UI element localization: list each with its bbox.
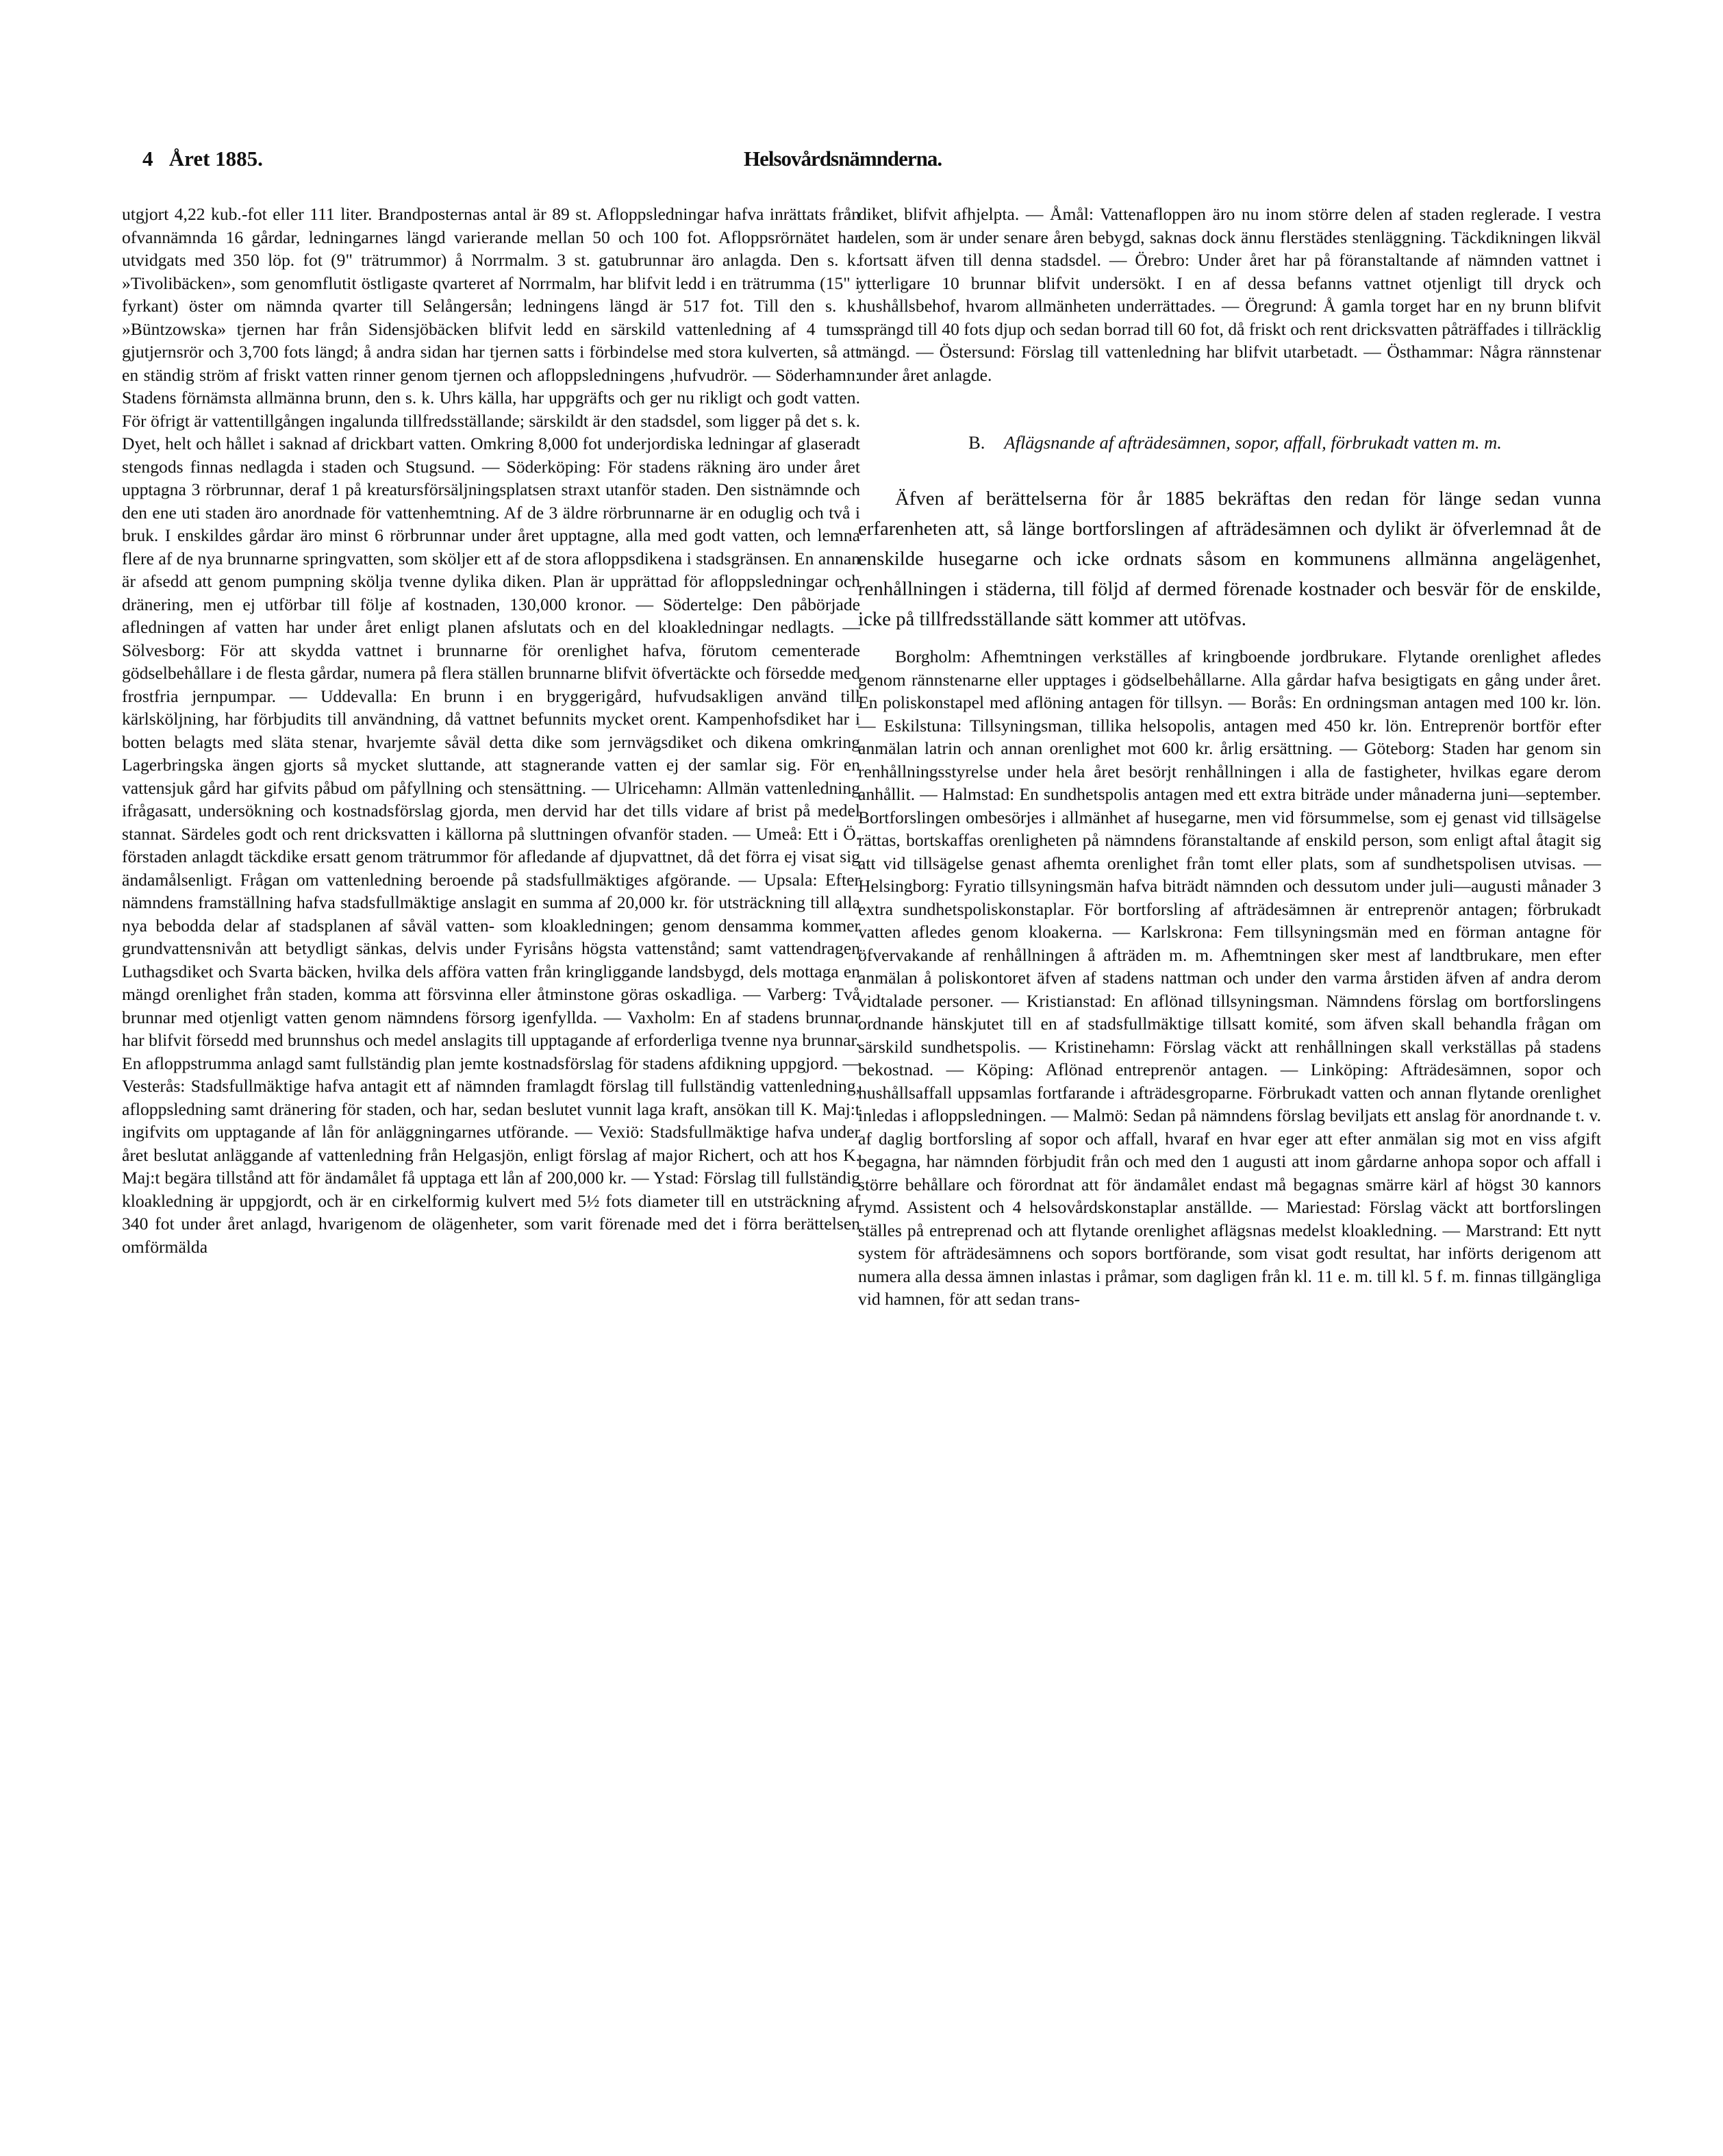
section-body-paragraph: Borgholm: Afhemtningen verkställes af kringboende jordbrukare. Flytande orenlighet afledes genom rännstenarne eller upptages i gödselbehållarne. Alla gårdar hafva besigtigats en gång under året. En poliskonstapel med aflöning antagen för tillsyn. — Borås: En ordningsman antagen med 100 kr. lön. — Eskilstuna: Tillsyningsman, tillika helsopolis, antagen med 450 kr. lön. Entreprenör bortför efter anmälan latrin och annan orenlighet mot 600 kr. årlig ersättning. — Göteborg: Staden har genom sin renhållningsstyrelse under hela året besörjt renhållningen i alla de fastigheter, hvilkas egare derom anhållit. — Halmstad: En sundhetspolis antagen med ett extra biträde under månaderna juni—september. Bortforslingen ombesörjes i allmänhet af husegarne, men vid försummelse, som ej genast vid tillsägelse rättas, bortskaffas orenligheten på nämndens föranstaltande af enskild person, som enligt aftal åtagit sig att vid tillsägelse genast afhemta orenlighet från tomt eller plats, som af sundhetspolisen utvisas. — Helsingborg: Fyratio tillsyningsmän hafva biträdt nämnden och dessutom under juli—augusti månader 3 extra sundhetspoliskonstaplar. För bortforsling af afträdesämnen är entreprenör antagen; förbrukadt vatten afledes genom kloakerna. — Karlskrona: Fem tillsyningsmän med en förman antagne för öfvervakande af renhållningen å afträden m. m. Afhemtningen sker mest af landtbrukare, men efter anmälan å poliskontoret äfven af stadens nattman och under den varma årstiden äfven af andra derom vidtalade personer. — Kristianstad: En aflönad tillsyningsman. Nämndens förslag om bortforslingens ordnande hänskjutet till en af stadsfullmäktige tillsatt komité, som äfven skall behandla frågan om särskild sundhetspolis. — Kristinehamn: Förslag väckt att renhållningen skall verkställas på stadens bekostnad. — Köping: Aflönad entreprenör antagen. — Linköping: Afträdesämnen, sopor och hushållsaffall uppsamlas fortfarande i afträdesgroparne. Förbrukadt vatten och annan flytande orenlighet inledas i afloppsledningen. — Malmö: Sedan på nämndens förslag beviljats ett anslag för anordnande t. v. af daglig bortforsling af sopor och affall, hvaraf en hvar eger att efter anmälan sig mot en viss afgift begagna, har nämnden förbjudit från och med den 1 augusti att inom gårdarne anhopa sopor och affall i större behållare och förordnat att för ändamålet endast må begagnas smärre kärl af högst 30 kannors rymd. Assistent och 4 helsovårdskonstaplar anställde. — Mariestad: Förslag väckt att bortforslingen ställes på entreprenad och att flytande orenlighet aflägsnas medelst kloakledning. — Marstrand: Ett nytt system för afträdesämnens och sopors bortförande, som visat godt resultat, har införts derigenom att numera alla dessa ämnen inlastas i pråmar, som dagligen från kl. 11 e. m. till kl. 5 f. m. finnas tillgängliga vid hamnen, för att sedan trans-: [858, 647, 1601, 1309]
section-title: Aflägsnande af afträdesämnen, sopor, affall, förbrukadt vatten m. m.: [1004, 432, 1502, 453]
section-letter: B.: [968, 432, 985, 453]
page-number-and-year: 4 Året 1885.: [142, 147, 263, 171]
right-column: [858, 203, 1601, 1311]
left-column: [122, 203, 860, 1258]
left-column-text: utgjort 4,22 kub.-fot eller 111 liter. Brandposternas antal är 89 st. Afloppsledningar hafva inrättats från ofvannämnda 16 gårdar, ledningarnes längd varierande mellan 50 och 100 fot. Afloppsrörnätet har utvidgats med 350 löp. fot (9" trätrummor) å Norrmalm. 3 st. gatubrunnar äro anlagda. Den s. k. »Tivolibäcken», som genomflutit östligaste qvarteret af Norrmalm, har blifvit ledd i en trätrumma (15" i fyrkant) öster om nämnda qvarter till Selångersån; ledningens längd är 517 fot. Till den s. k. »Büntzowska» tjernen har från Sidensjöbäcken blifvit ledd en särskild vattenledning af 4 tums gjutjernsrör och 3,700 fots längd; å andra sidan har tjernen satts i förbindelse med stora kulverten, så att en ständig ström af friskt vatten rinner genom tjernen och afloppsledningens ,hufvudrör. — Söderhamn: Stadens förnämsta allmänna brunn, den s. k. Uhrs källa, har uppgräfts och ger nu rikligt och godt vatten. För öfrigt är vattentillgången ingalunda tillfredsställande; särskildt är den stadsdel, som ligger på det s. k. Dyet, helt och hållet i saknad af drickbart vatten. Omkring 8,000 fot underjordiska ledningar af glaseradt stengods finnas nedlagda i staden och Stugsund. — Söderköping: För stadens räkning äro under året upptagna 3 rörbrunnar, deraf 1 på kreatursförsäljningsplatsen straxt utanför staden. Den sistnämnde och den ene uti staden äro anordnade för vattenhemtning. Af de 3 äldre rörbrunnarne är en oduglig och två i bruk. I enskildes gårdar äro minst 6 rörbrunnar under året upptagne, alla med godt vatten, och lemna flere af de nya brunnarne springvatten, som sköljer ett af de stora afloppsdikena i stadsgränsen. En annan är afsedd att genom pumpning skölja tvenne dylika diken. Plan är upprättad för afloppsledningar och dränering, men ej utförbar till följe af kostnaden, 130,000 kronor. — Södertelge: Den påbörjade afledningen af vatten har under året enligt planen afslutats och en del kloakledningar nedlagts. — Sölvesborg: För att skydda vattnet i brunnarne för orenlighet hafva, förutom cementerade gödselbehållare i de flesta gårdar, numera på flera ställen brunnarne blifvit öfvertäckte och försedde med frostfria jernpumpar. — Uddevalla: En brunn i en bryggerigård, hufvudsakligen använd till kärlsköljning, har förbjudits till användning, då vattnet befunnits mycket orent. Kampenhofsdiket har i botten belagts med släta stenar, hvarjemte såväl detta dike som jernvägsdiket och dikena omkring Lagerbringska ängen gjorts så mycket sluttande, att stagnerande vatten ej der samlar sig. För en vattensjuk gård har gifvits påbud om påfyllning och stensättning. — Ulricehamn: Allmän vattenledning ifrågasatt, undersökning och kostnadsförslag gjorda, men dervid har det tills vidare af brist på medel stannat. Särdeles godt och rent dricksvatten i källorna på sluttningen ofvanför staden. — Umeå: Ett i Ö. förstaden anlagdt täckdike ersatt genom trätrummor för afledande af djupvattnet, då det förra ej visat sig ändamålsenligt. Frågan om vattenledning beroende på stadsfullmäktiges afgörande. — Upsala: Efter nämndens framställning hafva stadsfullmäktige anslagit en summa af 20,000 kr. för utsträckning till alla nya bebodda delar af stadsplanen af såväl vatten- som kloakledningen; genom densamma kommer grundvattensnivån att betydligt sänkas, delvis under Fyrisåns högsta vattenstånd; samt vattendragen Luthagsdiket och Svarta bäcken, hvilka dels afföra vatten från kringliggande landsbygd, dels mottaga en mängd orenlighet från staden, komma att försvinna eller åtminstone göras oskadliga. — Varberg: Två brunnar med otjenligt vatten genom nämndens försorg igenfyllda. — Vaxholm: En af stadens brunnar har blifvit försedd med brunnshus och medel anslagits till upptagande af erforderliga tvenne nya brunnar. En afloppstrumma anlagd samt fullständig plan jemte kostnadsförslag för stadens afdikning uppgjord. — Vesterås: Stadsfullmäktige hafva antagit ett af nämnden framlagdt förslag till fullständig vattenledning, afloppsledning samt dränering för staden, och har, sedan beslutet vunnit laga kraft, ansökan till K. Maj:t ingifvits om upptagande af lån för anläggningarnes utförande. — Vexiö: Stadsfullmäktige hafva under året beslutat anläggande af vattenledning från Helgasjön, enligt förslag af major Richert, och att hos K. Maj:t begära tillstånd att för ändamålet få upptaga ett lån af 200,000 kr. — Ystad: Förslag till fullständig kloakledning är uppgjordt, och är en cirkelformig kulvert med 5½ fots diameter till en utsträckning af 340 fot under året anlagd, hvarigenom de olägenheter, som varit förenade med det i förra berättelsen omförmälda: [122, 204, 860, 1257]
running-title: Helsovårdsnämnderna.: [744, 147, 942, 171]
running-head: [142, 147, 1601, 177]
section-heading: [858, 430, 1601, 455]
section-lead-paragraph: Äfven af berättelserna för år 1885 bekräftas den redan för länge sedan vunna erfarenheten att, så länge bortforslingen af afträdesämnen och dylikt är öfverlemnad åt de enskilde husegarne och icke ordnats såsom en kommunens allmänna angelägenhet, renhållningen i städerna, till följd af dermed förenade kostnader och besvär för de enskilde, icke på tillfredsställande sätt kommer att utöfvas.: [858, 488, 1601, 630]
right-column-intro-text: diket, blifvit afhjelpta. — Åmål: Vattenafloppen äro nu inom större delen af staden reglerade. I vestra delen, som är under senare åren bebygd, saknas dock ännu flerstädes stenläggning. Täckdikningen likväl fortsatt äfven till denna stadsdel. — Örebro: Under året har på föranstaltande af nämnden vattnet i ytterligare 10 brunnar blifvit undersökt. I en af dessa befanns vattnet otjenligt till dryck och hushållsbehof, hvarom allmänheten underrättades. — Öregrund: Å gamla torget har en ny brunn blifvit sprängd till 40 fots djup och sedan borrad till 60 fot, då friskt och rent dricksvatten påträffades i tillräcklig mängd. — Östersund: Förslag till vattenledning har blifvit utarbetadt. — Östhammar: Några rännstenar under året anlagde.: [858, 204, 1601, 385]
